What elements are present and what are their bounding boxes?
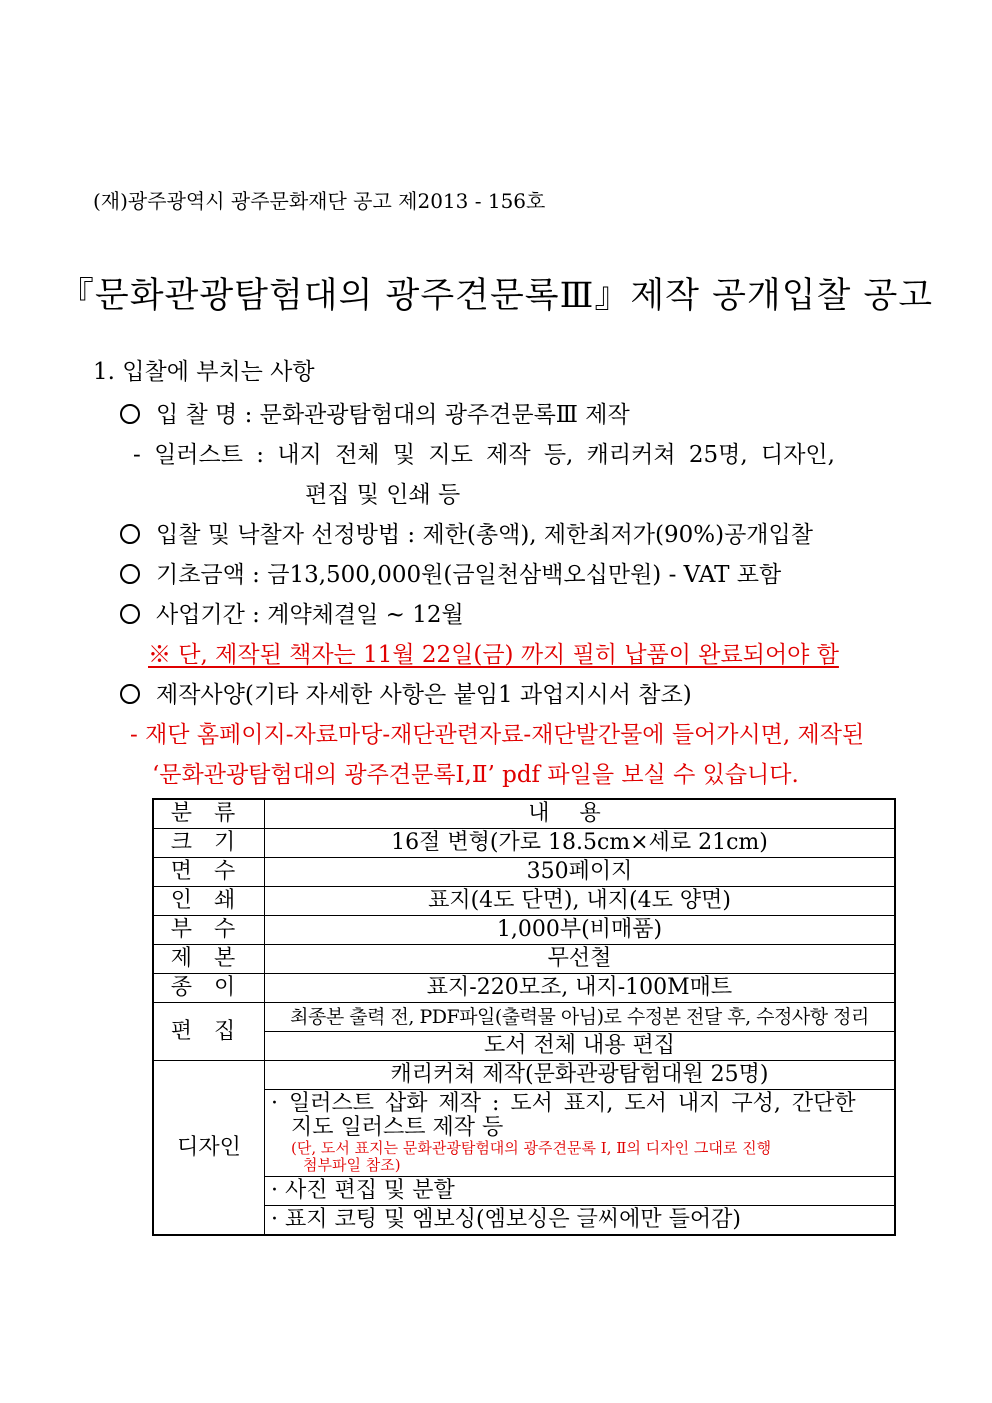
row-category: 인쇄 (153, 887, 265, 916)
illust-line-1: - 일러스트 : 내지 전체 및 지도 제작 등, 캐리커쳐 25명, 디자인, (133, 442, 835, 468)
header-content: 내용 (265, 799, 896, 829)
row-content: 350페이지 (265, 858, 896, 887)
design-note-b: 첨부파일 참조) (303, 1156, 401, 1174)
row-category: 제본 (153, 945, 265, 974)
row-category: 디자인 (153, 1061, 265, 1236)
spec-item (120, 676, 692, 709)
homepage-line-1: - 재단 홈페이지-자료마당-재단관련자료-재단발간물에 들어가시면, 제작된 (130, 722, 865, 748)
illust-a: · 일러스트 삽화 제작 : 도서 표지, 도서 내지 구성, 간단한 (271, 1091, 856, 1116)
table-row (153, 858, 895, 887)
header-category: 분류 (153, 799, 265, 829)
row-content: · 사진 편집 및 분할 (265, 1177, 896, 1206)
circle-bullet-icon (120, 684, 140, 704)
table-row (153, 1032, 895, 1061)
base-price-item (120, 556, 781, 589)
table-row (153, 974, 895, 1003)
row-category: 부수 (153, 916, 265, 945)
table-row (153, 829, 895, 858)
page-title: 『문화관광탐험대의 광주견문록Ⅲ』제작 공개입찰 공고 (58, 276, 934, 316)
table-row (153, 1177, 895, 1206)
table-header-row (153, 799, 895, 829)
method-text: 입찰 및 낙찰자 선정방법 : 제한(총액), 제한최저가(90%)공개입찰 (156, 522, 813, 548)
illust-line-2: 편집 및 인쇄 등 (305, 482, 461, 508)
row-content: 1,000부(비매품) (265, 916, 896, 945)
row-content: 캐리커쳐 제작(문화관광탐험대원 25명) (265, 1061, 896, 1090)
period-item (120, 596, 464, 629)
circle-bullet-icon (120, 404, 140, 424)
row-content: 최종본 출력 전, PDF파일(출력물 아님)로 수정본 전달 후, 수정사항 정리 (265, 1003, 896, 1032)
circle-bullet-icon (120, 524, 140, 544)
table-row (153, 1090, 895, 1177)
row-content: 무선철 (265, 945, 896, 974)
design-note-a: (단, 도서 표지는 문화관광탐험대의 광주견문록 Ⅰ, Ⅱ의 디자인 그대로 진행 (291, 1139, 772, 1157)
base-price-text: 기초금액 : 금13,500,000원(금일천삼백오십만원) - VAT 포함 (156, 562, 782, 588)
circle-bullet-icon (120, 564, 140, 584)
row-content: 표지-220모조, 내지-100M매트 (265, 974, 896, 1003)
row-content: 표지(4도 단면), 내지(4도 양면) (265, 887, 896, 916)
row-content: · 표지 코팅 및 엠보싱(엠보싱은 글씨에만 들어감) (265, 1206, 896, 1236)
table-row (153, 1061, 895, 1090)
period-text: 사업기간 : 계약체결일 ~ 12월 (156, 602, 464, 628)
table-row (153, 1206, 895, 1236)
bid-name-text: 입 찰 명 : 문화관광탐험대의 광주견문록Ⅲ 제작 (156, 402, 630, 428)
spec-heading-text: 제작사양(기타 자세한 사항은 붙임1 과업지시서 참조) (156, 682, 692, 708)
section-heading: 1. 입찰에 부치는 사항 (93, 359, 315, 385)
illust-b: 지도 일러스트 제작 등 (291, 1115, 504, 1140)
method-item (120, 516, 813, 549)
row-category: 종이 (153, 974, 265, 1003)
spec-table (152, 798, 896, 1236)
row-content: 16절 변형(가로 18.5cm×세로 21cm) (265, 829, 896, 858)
row-content (265, 1090, 896, 1177)
deadline-note: ※ 단, 제작된 책자는 11월 22일(금) 까지 필히 납품이 완료되어야 함 (148, 642, 839, 668)
circle-bullet-icon (120, 604, 140, 624)
row-category: 크기 (153, 829, 265, 858)
notice-number: (재)광주광역시 광주문화재단 공고 제2013 - 156호 (93, 189, 546, 213)
homepage-line-2: ‘문화관광탐험대의 광주견문록Ⅰ,Ⅱ’ pdf 파일을 보실 수 있습니다. (152, 762, 799, 788)
bid-name-item (120, 396, 630, 429)
row-content: 도서 전체 내용 편집 (265, 1032, 896, 1061)
table-row (153, 887, 895, 916)
row-category: 편집 (153, 1003, 265, 1061)
table-row (153, 945, 895, 974)
table-row (153, 916, 895, 945)
table-row (153, 1003, 895, 1032)
row-category: 면수 (153, 858, 265, 887)
